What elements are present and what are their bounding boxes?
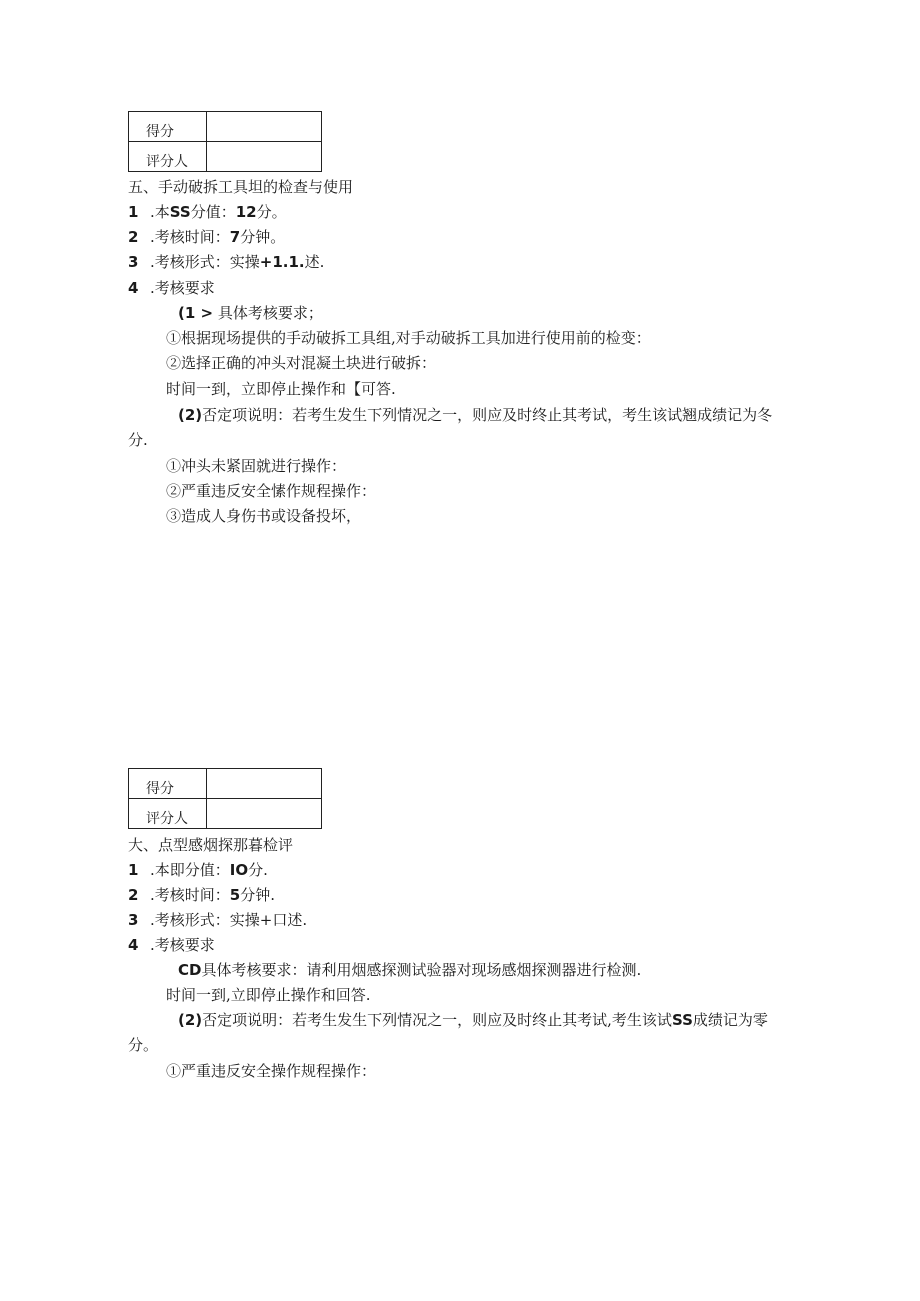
section6-item-2: 2 .考核时间：5分钟.	[128, 886, 275, 904]
section5-item-4: 4 .考核要求	[128, 279, 215, 297]
section5-item-1: 1 .本SS分值：12分。	[128, 203, 287, 221]
section6-req2: (2)否定项说明：若考生发生下列情况之一，则应及时终止其考试,考生该试SS成绩记为零	[178, 1011, 768, 1029]
section6-item-4: 4 .考核要求	[128, 936, 215, 954]
score-table-section5	[128, 111, 322, 172]
section5-req1-line-2: ②选择正确的冲头对混凝土块进行破拆：	[166, 354, 437, 372]
scorer-cell[interactable]	[207, 799, 322, 829]
section6-req1-line-1: 时间一到,立即停止操作和回答.	[166, 986, 371, 1004]
section5-req2-cont: 分.	[128, 431, 148, 449]
section6-neg-line-1: ①严重违反安全操作规程操作：	[166, 1062, 377, 1080]
section5-neg-line-3: ③造成人身伤书或设备投坏，	[166, 507, 362, 525]
section5-req1-line-1: ①根据现场提供的手动破拆工具组,对手动破拆工具加进行使用前的检变：	[166, 329, 651, 347]
section5-title: 五、手动破拆工具坦的检查与使用	[128, 178, 354, 196]
section5-neg-line-1: ①冲头未紧固就进行操作：	[166, 457, 347, 475]
section5-req1-line-3: 时间一到，立即停止操作和【可答.	[166, 380, 396, 398]
section5-item-3: 3 .考核形式：实操+1.1.述.	[128, 253, 325, 271]
section5-req2: (2)否定项说明：若考生发生下列情况之一，则应及时终止其考试，考生该试翘成绩记为冬	[178, 406, 773, 424]
score-label: 得分	[129, 769, 207, 799]
scorer-label: 评分人	[129, 142, 207, 172]
scorer-label: 评分人	[129, 799, 207, 829]
score-cell[interactable]	[207, 769, 322, 799]
score-table-section6	[128, 768, 322, 829]
section6-item-1: 1 .本即分值：IO分.	[128, 861, 268, 879]
section5-req1: (1 > 具体考核要求；	[178, 304, 323, 322]
section6-req2-cont: 分。	[128, 1036, 159, 1054]
section6-req1: CD具体考核要求：请利用烟感探测试验器对现场感烟探测器进行检测.	[178, 961, 642, 979]
section5-neg-line-2: ②严重违反安全愫作规程操作：	[166, 482, 377, 500]
score-label: 得分	[129, 112, 207, 142]
score-cell[interactable]	[207, 112, 322, 142]
scorer-cell[interactable]	[207, 142, 322, 172]
section6-title: 大、点型感烟探那暮检评	[128, 836, 294, 854]
section5-item-2: 2 .考核时间：7分钟。	[128, 228, 286, 246]
section6-item-3: 3 .考核形式：实操+口述.	[128, 911, 308, 929]
